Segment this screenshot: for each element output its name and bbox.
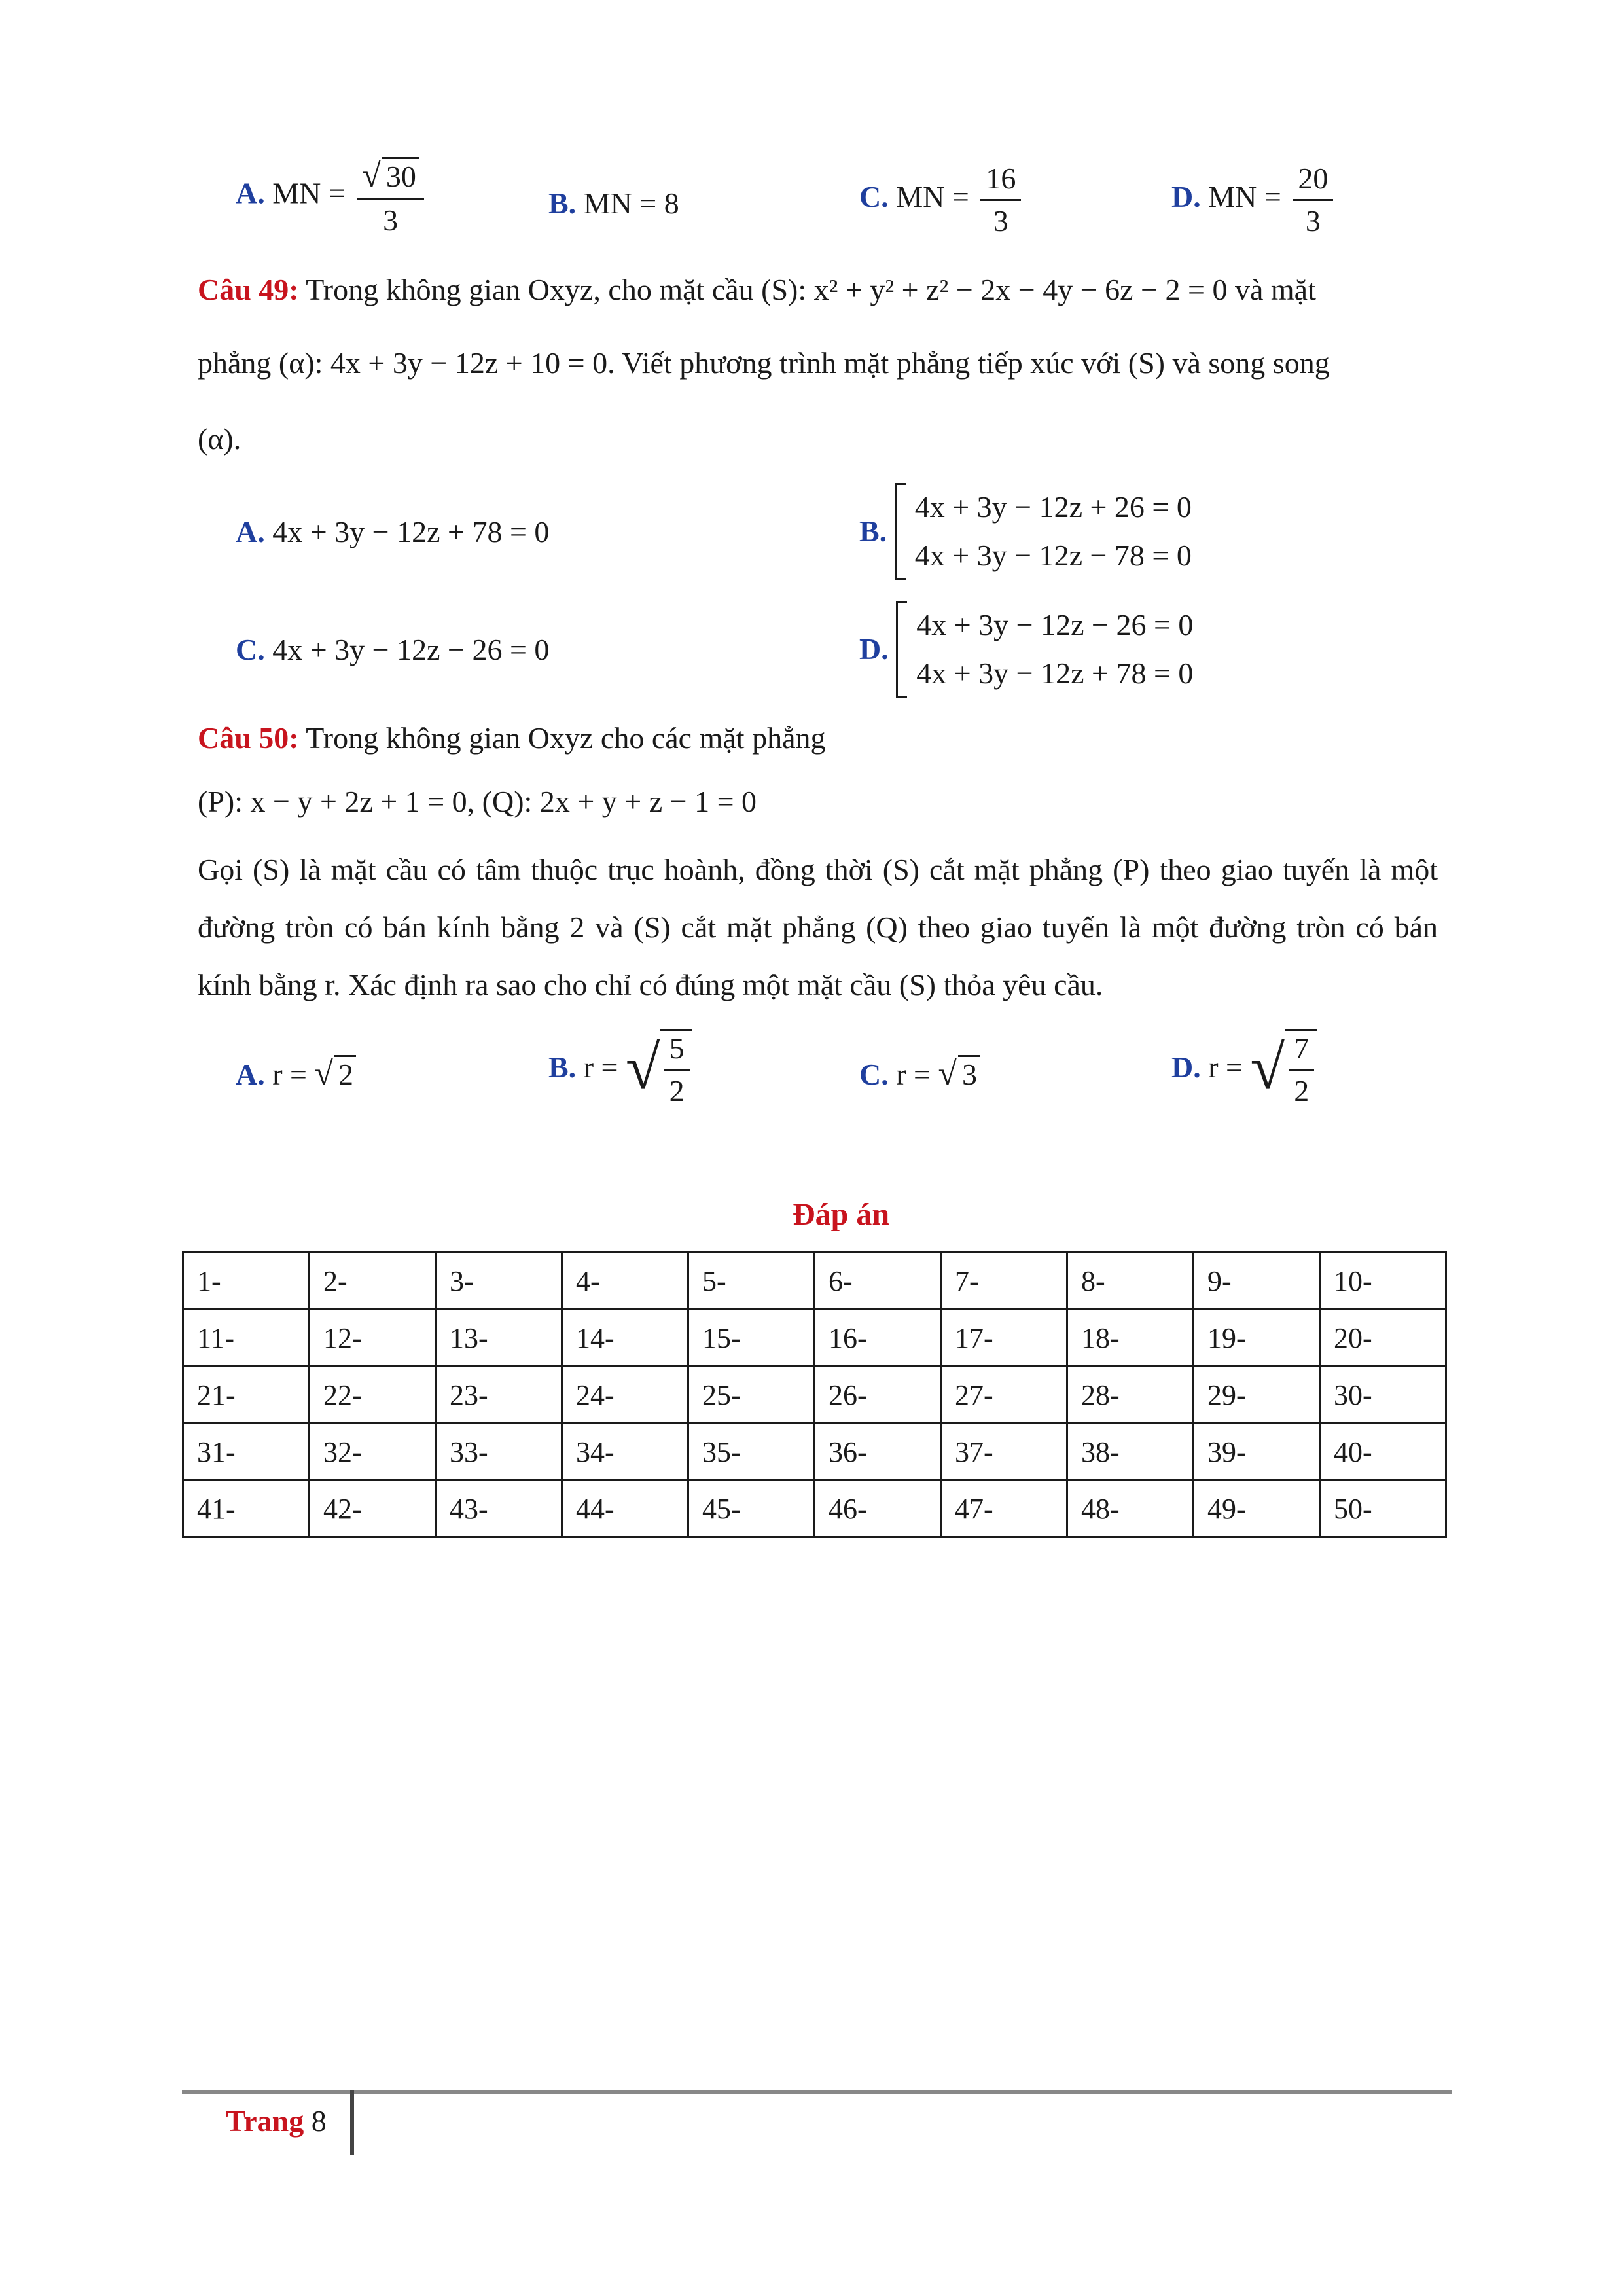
bracket-icon xyxy=(896,601,907,698)
sqrt-icon: √ xyxy=(1250,1032,1285,1102)
answer-cell: 48- xyxy=(1067,1480,1194,1537)
option-lhs: r = xyxy=(583,1050,618,1084)
answer-cell: 20- xyxy=(1320,1310,1446,1367)
answer-cell: 19- xyxy=(1194,1310,1320,1367)
denominator: 3 xyxy=(993,204,1008,238)
answer-cell: 24- xyxy=(562,1367,688,1424)
q49-line-1 xyxy=(198,275,1316,305)
answer-table-body xyxy=(183,1253,1446,1537)
answer-cell: 22- xyxy=(310,1367,436,1424)
question-text: Trong không gian Oxyz, cho mặt cầu (S): x² + y² + z² − 2x − 4y − 6z − 2 = 0 và mặt xyxy=(306,273,1316,306)
answer-cell: 50- xyxy=(1320,1480,1446,1537)
option-label: A. xyxy=(236,176,265,210)
q49-line-3: (α). xyxy=(198,422,241,456)
denominator: 3 xyxy=(383,204,399,237)
answer-cell: 27- xyxy=(941,1367,1067,1424)
q48-option-b xyxy=(548,188,679,219)
fraction xyxy=(357,157,424,236)
option-label: D. xyxy=(859,632,889,666)
equation-system xyxy=(896,601,1193,698)
denominator: 2 xyxy=(669,1074,685,1107)
answer-cell: 37- xyxy=(941,1424,1067,1480)
radicand: 3 xyxy=(958,1055,980,1090)
answer-cell: 45- xyxy=(688,1480,815,1537)
footer-divider xyxy=(350,2090,354,2155)
numerator: 20 xyxy=(1293,164,1333,201)
table-row xyxy=(183,1253,1446,1310)
system-line-1: 4x + 3y − 12z + 26 = 0 xyxy=(914,490,1192,524)
q50-option-a xyxy=(236,1055,356,1091)
option-lhs: MN = xyxy=(1208,180,1281,214)
answer-cell: 40- xyxy=(1320,1424,1446,1480)
answer-cell: 34- xyxy=(562,1424,688,1480)
q49-line-2: phẳng (α): 4x + 3y − 12z + 10 = 0. Viết phương trình mặt phẳng tiếp xúc với (S) và song song xyxy=(198,346,1330,380)
q50-line-2: (P): x − y + 2z + 1 = 0, (Q): 2x + y + z − 1 = 0 xyxy=(198,785,757,818)
bracket-icon xyxy=(895,483,906,580)
option-label: D. xyxy=(1171,1050,1201,1084)
numerator: 16 xyxy=(980,164,1021,201)
q48-option-c xyxy=(859,164,1025,236)
answer-cell: 23- xyxy=(436,1367,562,1424)
answer-cell: 14- xyxy=(562,1310,688,1367)
q48-option-a xyxy=(236,157,428,236)
option-lhs: MN = xyxy=(272,176,346,210)
answer-cell: 18- xyxy=(1067,1310,1194,1367)
q49-option-b xyxy=(859,483,1192,580)
question-number: Câu 49: xyxy=(198,273,299,306)
table-row xyxy=(183,1424,1446,1480)
answer-cell: 41- xyxy=(183,1480,310,1537)
answer-cell: 15- xyxy=(688,1310,815,1367)
option-text: MN = 8 xyxy=(583,187,679,220)
fraction xyxy=(1285,1029,1317,1106)
option-label: B. xyxy=(859,514,887,548)
q49-option-a xyxy=(236,517,549,547)
option-label: A. xyxy=(236,515,265,548)
equation-system xyxy=(895,483,1192,580)
option-lhs: r = xyxy=(1208,1050,1243,1084)
answer-cell: 5- xyxy=(688,1253,815,1310)
answer-cell: 49- xyxy=(1194,1480,1320,1537)
option-text: 4x + 3y − 12z + 78 = 0 xyxy=(272,515,550,548)
answer-cell: 29- xyxy=(1194,1367,1320,1424)
answer-cell: 35- xyxy=(688,1424,815,1480)
answer-cell: 32- xyxy=(310,1424,436,1480)
q49-option-d xyxy=(859,601,1193,698)
option-text: 4x + 3y − 12z − 26 = 0 xyxy=(272,633,550,666)
answer-cell: 21- xyxy=(183,1367,310,1424)
option-label: C. xyxy=(236,633,265,666)
answer-cell: 13- xyxy=(436,1310,562,1367)
q50-paragraph: Gọi (S) là mặt cầu có tâm thuộc trục hoành, đồng thời (S) cắt mặt phẳng (P) theo giao tuyến là một đường tròn có bán kính bằng 2 và (S) cắt mặt phẳng (Q) theo giao tuyến là một đường tròn có bán kính bằng r. Xác định ra sao cho chỉ có đúng một mặt cầu (S) thỏa yêu cầu. xyxy=(198,853,1438,1001)
sqrt-icon: √ xyxy=(625,1032,660,1102)
option-label: B. xyxy=(548,1050,577,1084)
q50-option-b xyxy=(548,1029,696,1106)
system-line-2: 4x + 3y − 12z − 78 = 0 xyxy=(914,539,1192,572)
sqrt-icon: √ xyxy=(314,1055,334,1092)
q50-option-d xyxy=(1171,1029,1321,1106)
option-label: C. xyxy=(859,180,889,214)
denominator: 2 xyxy=(1294,1074,1310,1107)
answer-title: Đáp án xyxy=(792,1197,890,1232)
q49-option-c xyxy=(236,635,549,665)
denominator: 3 xyxy=(1305,204,1321,238)
fraction xyxy=(980,164,1021,236)
question-text: Trong không gian Oxyz cho các mặt phẳng xyxy=(306,721,826,755)
answer-cell: 8- xyxy=(1067,1253,1194,1310)
answer-cell: 7- xyxy=(941,1253,1067,1310)
question-number: Câu 50: xyxy=(198,721,299,755)
answer-cell: 12- xyxy=(310,1310,436,1367)
answer-cell: 47- xyxy=(941,1480,1067,1537)
answer-cell: 36- xyxy=(815,1424,941,1480)
answer-cell: 30- xyxy=(1320,1367,1446,1424)
answer-cell: 17- xyxy=(941,1310,1067,1367)
answer-cell: 11- xyxy=(183,1310,310,1367)
answer-cell: 42- xyxy=(310,1480,436,1537)
radicand: 30 xyxy=(382,157,419,192)
table-row xyxy=(183,1310,1446,1367)
answer-cell: 9- xyxy=(1194,1253,1320,1310)
q50-option-c xyxy=(859,1055,980,1091)
option-label: D. xyxy=(1171,180,1201,214)
footer-page-number: 8 xyxy=(311,2104,327,2138)
footer-label: Trang xyxy=(226,2104,304,2138)
footer-rule xyxy=(182,2090,1452,2094)
answer-cell: 31- xyxy=(183,1424,310,1480)
option-label: A. xyxy=(236,1058,265,1091)
answer-cell: 33- xyxy=(436,1424,562,1480)
answer-cell: 4- xyxy=(562,1253,688,1310)
answer-cell: 1- xyxy=(183,1253,310,1310)
table-row xyxy=(183,1367,1446,1424)
option-label: C. xyxy=(859,1058,889,1091)
answer-cell: 16- xyxy=(815,1310,941,1367)
answer-table xyxy=(182,1251,1447,1538)
answer-cell: 26- xyxy=(815,1367,941,1424)
q48-option-d xyxy=(1171,164,1337,236)
option-lhs: r = xyxy=(896,1058,931,1091)
system-line-1: 4x + 3y − 12z − 26 = 0 xyxy=(916,608,1194,641)
answer-cell: 38- xyxy=(1067,1424,1194,1480)
option-lhs: r = xyxy=(272,1058,307,1091)
answer-cell: 28- xyxy=(1067,1367,1194,1424)
footer-page xyxy=(226,2106,327,2136)
sqrt-icon: √ xyxy=(362,157,381,194)
option-label: B. xyxy=(548,187,577,220)
answer-cell: 43- xyxy=(436,1480,562,1537)
answer-cell: 10- xyxy=(1320,1253,1446,1310)
system-line-2: 4x + 3y − 12z + 78 = 0 xyxy=(916,656,1194,690)
answer-cell: 2- xyxy=(310,1253,436,1310)
numerator: 5 xyxy=(664,1033,690,1071)
numerator: 7 xyxy=(1289,1033,1314,1071)
answer-cell: 44- xyxy=(562,1480,688,1537)
answer-cell: 46- xyxy=(815,1480,941,1537)
answer-cell: 3- xyxy=(436,1253,562,1310)
table-row xyxy=(183,1480,1446,1537)
answer-cell: 25- xyxy=(688,1367,815,1424)
q50-line-1 xyxy=(198,723,826,753)
sqrt-icon: √ xyxy=(938,1055,957,1092)
fraction xyxy=(660,1029,692,1106)
answer-cell: 39- xyxy=(1194,1424,1320,1480)
answer-cell: 6- xyxy=(815,1253,941,1310)
option-lhs: MN = xyxy=(896,180,969,214)
radicand: 2 xyxy=(334,1055,356,1090)
fraction xyxy=(1293,164,1333,236)
